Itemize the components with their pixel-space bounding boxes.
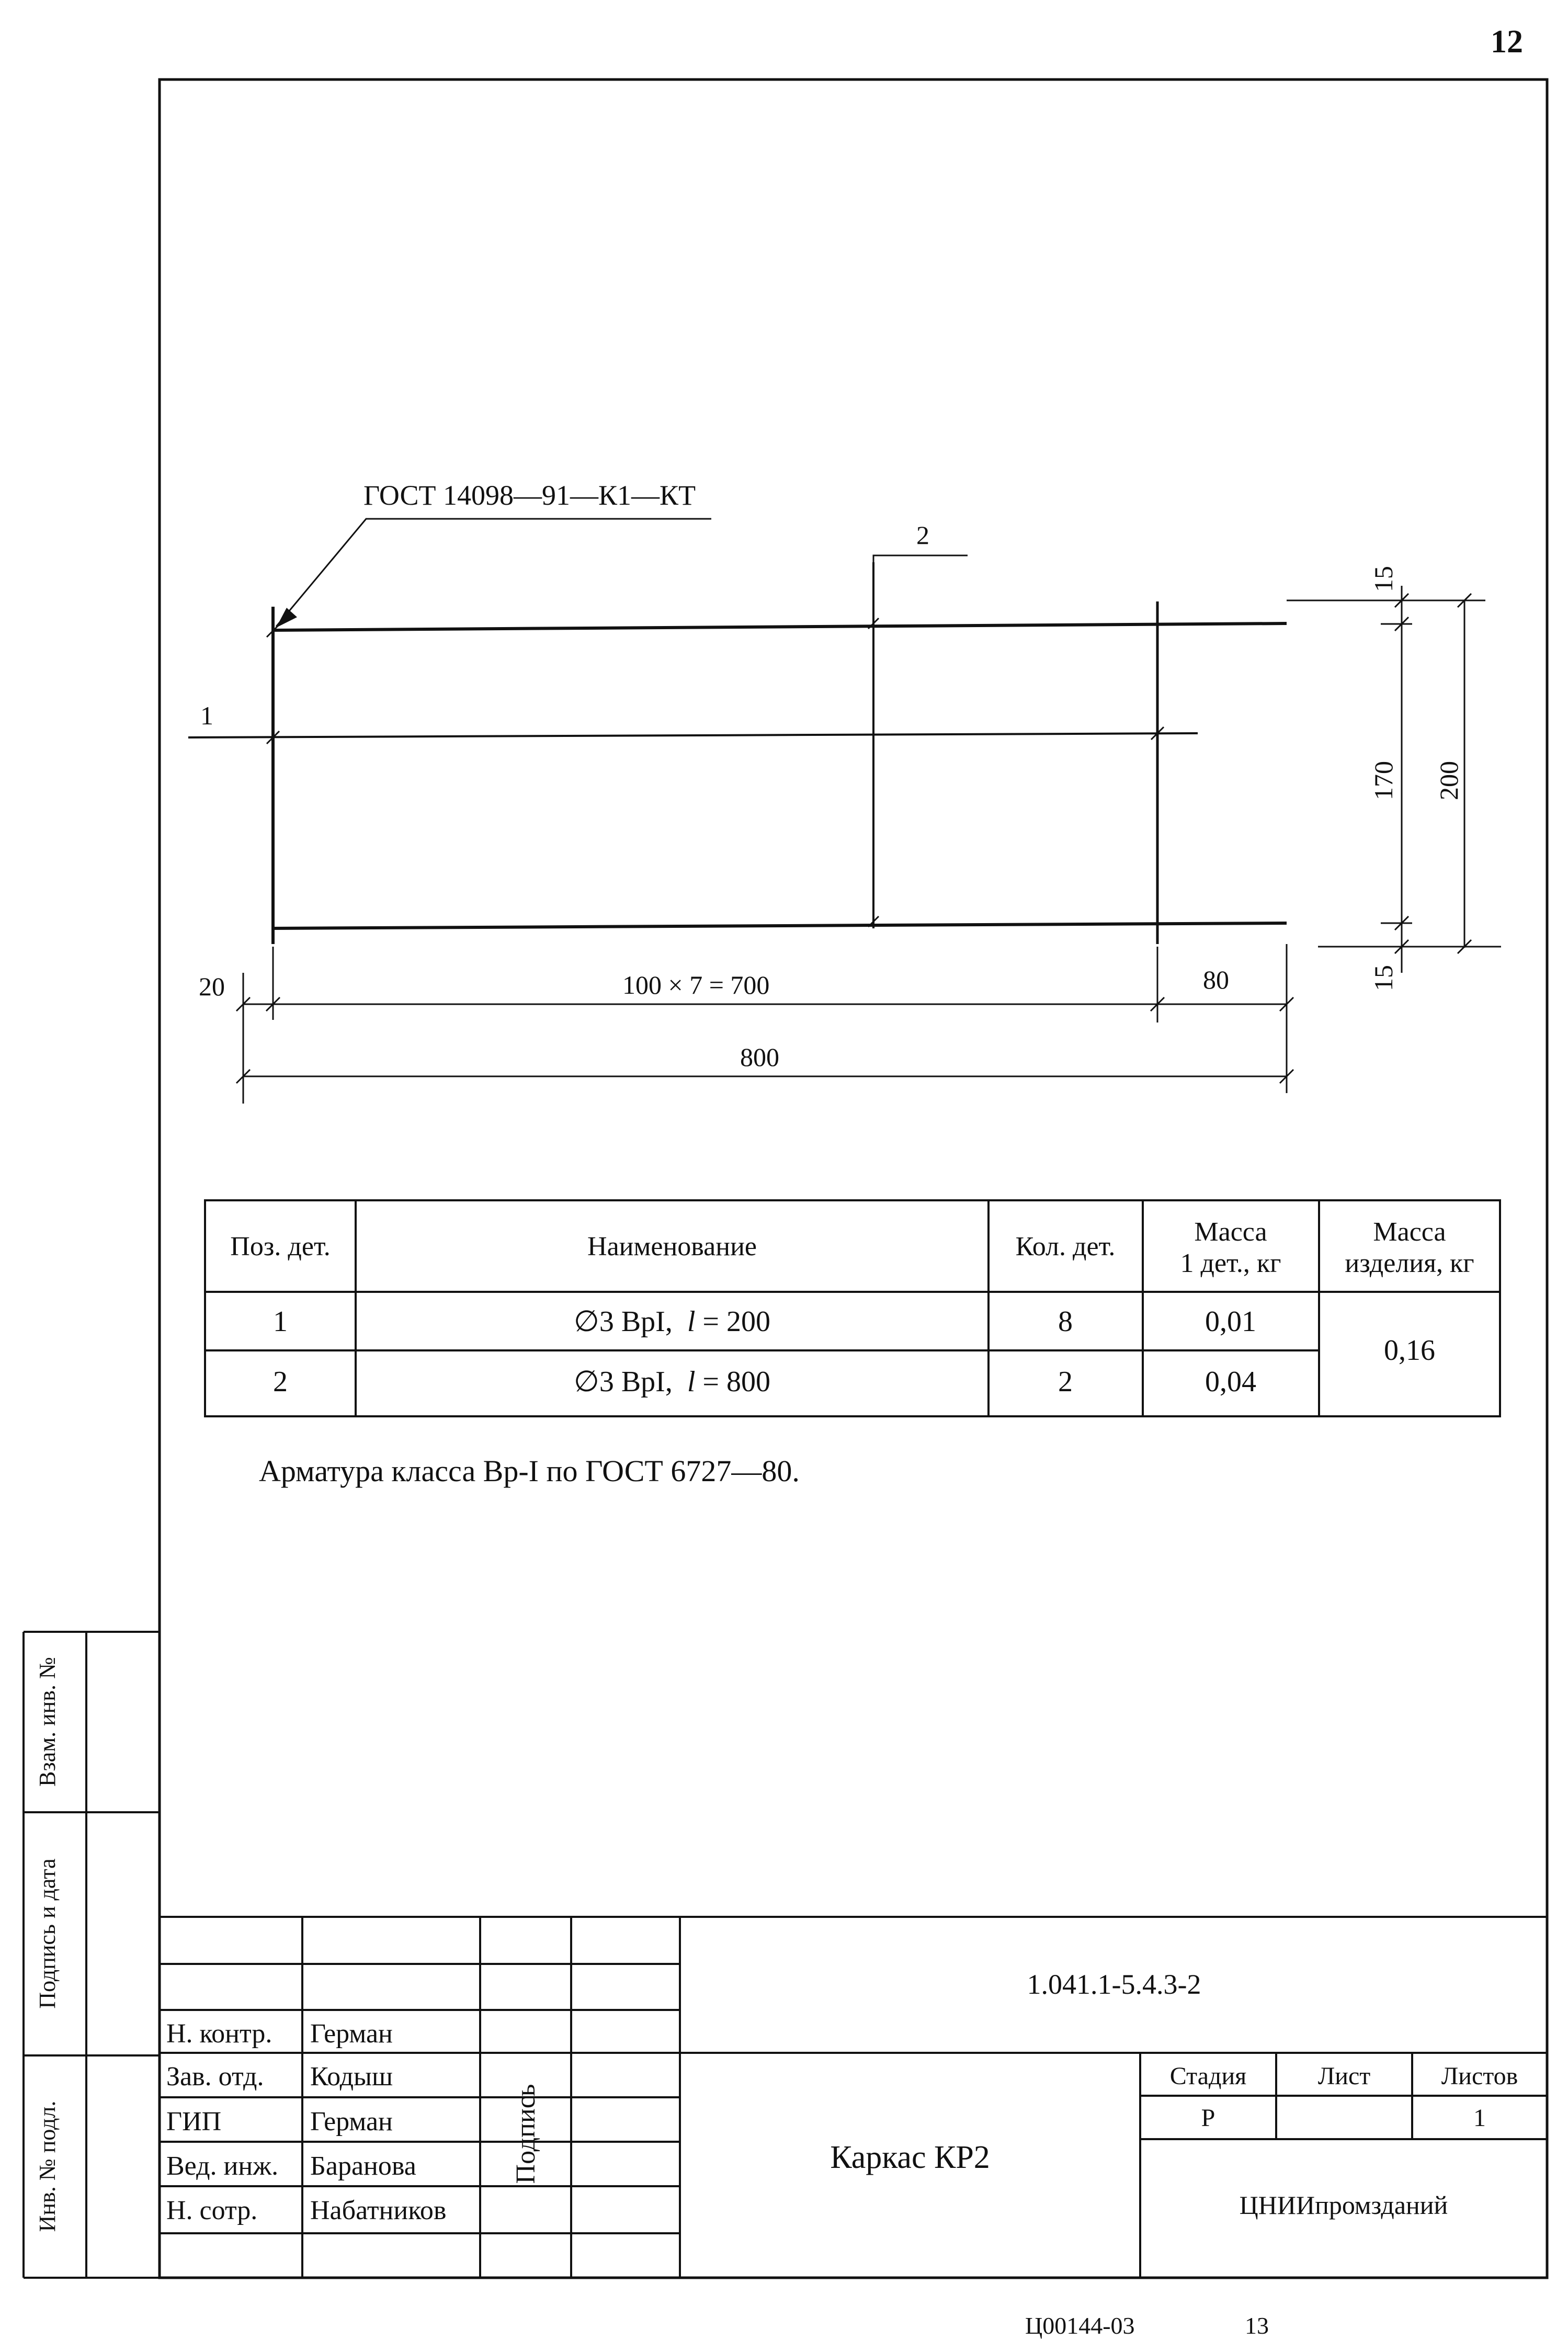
dim-15-top-label: 15: [1369, 566, 1398, 592]
row-2-name: ∅3 ВрI, l = 800: [574, 1366, 770, 1398]
name-1: Герман: [310, 2019, 393, 2049]
th-mass2-l2: изделия, кг: [1345, 1248, 1474, 1278]
reinforcement-note: Арматура класса Вр-I по ГОСТ 6727—80.: [259, 1454, 800, 1488]
row-2-pos: 2: [273, 1366, 288, 1398]
pos-2-label: 2: [916, 520, 929, 550]
role-3: ГИП: [166, 2107, 222, 2137]
dim-170-label: 170: [1369, 761, 1398, 800]
dim-700-label: 100 × 7 = 700: [622, 970, 770, 999]
footer-page: 13: [1245, 2312, 1269, 2339]
name-3: Герман: [310, 2107, 393, 2137]
spec-table: [205, 1200, 1500, 1416]
row-1-name: ∅3 ВрI, l = 200: [574, 1305, 770, 1338]
th-mass1-l2: 1 дет., кг: [1180, 1248, 1281, 1278]
th-qty: Кол. дет.: [1015, 1232, 1116, 1262]
side-vzam-label: Взам. инв. №: [35, 1657, 60, 1787]
bottom-bar: [272, 923, 1287, 928]
row-1-qty: 8: [1058, 1305, 1073, 1338]
name-4: Баранова: [310, 2151, 416, 2181]
stage-label: Стадия: [1169, 2062, 1247, 2090]
page-number: 12: [1491, 24, 1523, 60]
side-inv-label: Инв. № подл.: [35, 2100, 60, 2232]
leader-gost: [276, 519, 711, 627]
stage-value: Р: [1201, 2104, 1215, 2132]
dim-200-label: 200: [1434, 761, 1463, 800]
leader-pos2: [873, 555, 968, 562]
dim-800-label: 800: [740, 1042, 779, 1072]
row-1-pos: 1: [273, 1305, 288, 1338]
th-mass1-l1: Масса: [1194, 1217, 1267, 1247]
sheet-frame: [160, 79, 1547, 2278]
th-pos: Поз. дет.: [230, 1232, 331, 1262]
gost-callout: ГОСТ 14098—91—К1—КТ: [363, 480, 696, 511]
organization: ЦНИИпромзданий: [1239, 2190, 1448, 2220]
signature-header: Подпись: [511, 2084, 541, 2184]
dim-15-bottom-label: 15: [1369, 965, 1398, 991]
role-5: Н. сотр.: [166, 2196, 258, 2225]
row-2-mass: 0,04: [1205, 1366, 1256, 1398]
pos-1-label: 1: [200, 701, 213, 730]
cage-drawing: [188, 519, 1501, 1104]
row-2-qty: 2: [1058, 1366, 1073, 1398]
sheets-label: Листов: [1441, 2062, 1518, 2090]
sheets-value: 1: [1473, 2104, 1486, 2132]
dim-chain-row: [236, 944, 1293, 1104]
role-2: Зав. отд.: [166, 2062, 264, 2092]
drawing-title: Каркас КР2: [830, 2140, 990, 2175]
name-5: Набатников: [310, 2196, 447, 2225]
sheet-label: Лист: [1317, 2062, 1371, 2090]
th-name: Наименование: [587, 1232, 757, 1262]
dim-80-label: 80: [1203, 965, 1229, 994]
row-1-mass: 0,01: [1205, 1305, 1256, 1338]
name-2: Кодыш: [310, 2062, 393, 2092]
doc-code: 1.041.1-5.4.3-2: [1027, 1969, 1201, 2000]
middle-bar: [188, 733, 1198, 737]
th-mass2-l1: Масса: [1373, 1217, 1446, 1247]
total-mass: 0,16: [1384, 1334, 1435, 1367]
footer-code: Ц00144-03: [1025, 2312, 1135, 2339]
top-bar: [272, 623, 1287, 630]
dim-20-label: 20: [199, 972, 225, 1001]
side-podpis-label: Подпись и дата: [35, 1858, 60, 2009]
role-1: Н. контр.: [166, 2019, 272, 2049]
role-4: Вед. инж.: [166, 2151, 279, 2181]
